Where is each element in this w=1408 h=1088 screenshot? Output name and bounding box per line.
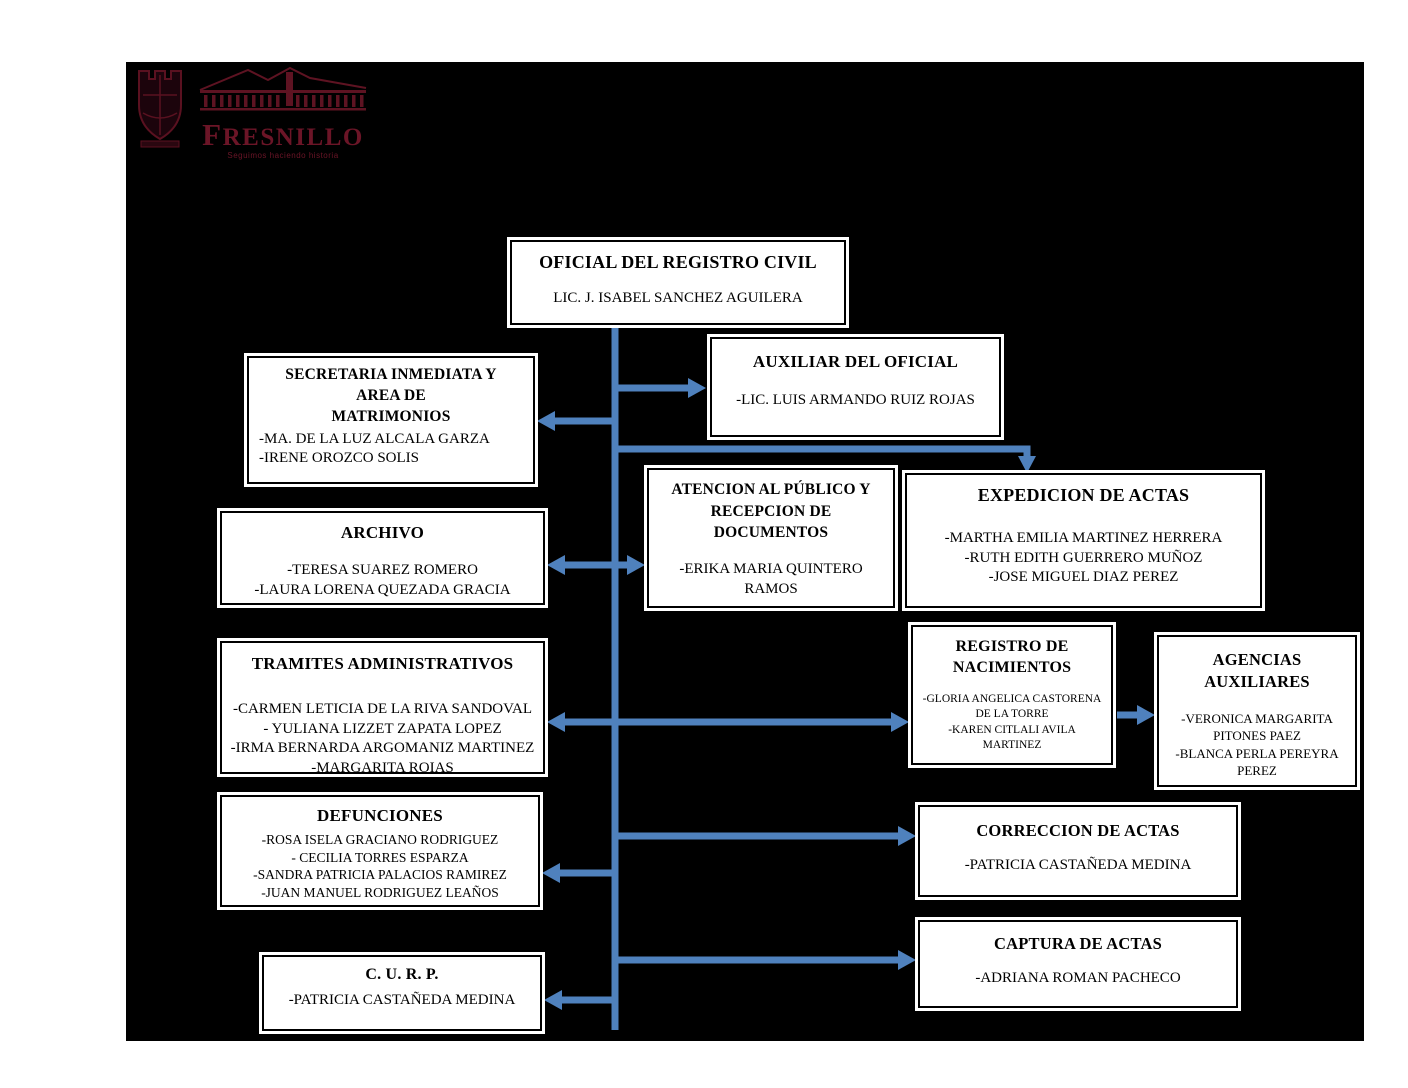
org-box-registro-de-nacimientos xyxy=(911,625,1113,765)
box-title: C. U. R. P. xyxy=(365,966,439,983)
org-box-agencias-auxiliares xyxy=(1157,635,1357,787)
box-title: CAPTURA DE ACTAS xyxy=(994,934,1162,953)
fresnillo-tagline: Seguimos haciendo historia xyxy=(227,151,339,160)
box-title: DEFUNCIONES xyxy=(317,806,443,825)
connector-to-expedicion xyxy=(612,449,1027,457)
box-title: EXPEDICION DE ACTAS xyxy=(977,485,1190,505)
box-title: ATENCION AL PÚBLICO Y xyxy=(671,481,871,498)
box-title: AGENCIAS xyxy=(1212,650,1302,669)
box-member: -PATRICIA CASTAÑEDA MEDINA xyxy=(288,991,516,1008)
box-title: REGISTRO DE xyxy=(955,638,1069,655)
box-title: ARCHIVO xyxy=(340,523,425,542)
box-member: - CECILIA TORRES ESPARZA xyxy=(291,849,469,865)
fresnillo-shield-icon xyxy=(129,65,191,151)
org-box-defunciones xyxy=(220,795,540,907)
box-member: -RUTH EDITH GUERRERO MUÑOZ xyxy=(964,549,1203,566)
box-member: -IRMA BERNARDA ARGOMANIZ MARTINEZ xyxy=(230,740,535,757)
box-member: -LAURA LORENA QUEZADA GRACIA xyxy=(254,581,511,598)
box-title: DOCUMENTOS xyxy=(713,524,829,542)
slide-canvas xyxy=(126,62,1364,1041)
box-member: -ROSA ISELA GRACIANO RODRIGUEZ xyxy=(261,832,499,848)
box-member: RAMOS xyxy=(744,580,798,597)
box-member: -SANDRA PATRICIA PALACIOS RAMIREZ xyxy=(253,867,507,883)
box-title: OFICIAL DEL REGISTRO CIVIL xyxy=(539,252,817,272)
box-title: CORRECCION DE ACTAS xyxy=(976,821,1180,840)
box-member: -GLORIA ANGELICA CASTORENA xyxy=(922,692,1102,705)
box-member: -VERONICA MARGARITA xyxy=(1181,710,1333,726)
org-box-curp xyxy=(262,955,542,1031)
org-box-correccion-de-actas xyxy=(918,805,1238,897)
box-member: -KAREN CITLALI AVILA xyxy=(948,723,1076,736)
box-title: TRAMITES ADMINISTRATIVOS xyxy=(251,654,514,673)
org-box-expedicion-de-actas xyxy=(905,473,1262,608)
box-title: AREA DE xyxy=(356,386,426,404)
box-member: -ADRIANA ROMAN PACHECO xyxy=(975,970,1181,987)
box-member: -ERIKA MARIA QUINTERO xyxy=(679,561,863,578)
org-box-secretaria-inmediata xyxy=(247,356,535,484)
org-box-tramites-administrativos xyxy=(220,641,545,774)
box-title: MATRIMONIOS xyxy=(331,407,451,425)
box-member: -CARMEN LETICIA DE LA RIVA SANDOVAL xyxy=(232,701,533,718)
org-box-oficial-del-registro-civil xyxy=(510,240,846,325)
box-member: - YULIANA LIZZET ZAPATA LOPEZ xyxy=(263,720,502,737)
box-member: -BLANCA PERLA PEREYRA xyxy=(1175,745,1339,761)
org-box-archivo xyxy=(220,511,545,605)
org-box-auxiliar-del-oficial xyxy=(710,337,1001,437)
box-member: -IRENE OROZCO SOLIS xyxy=(259,450,419,467)
box-member: LIC. J. ISABEL SANCHEZ AGUILERA xyxy=(553,290,803,307)
box-title: NACIMIENTOS xyxy=(952,658,1072,676)
fresnillo-wordmark: FRESNILLO xyxy=(202,117,364,152)
box-title: AUXILIAR DEL OFICIAL xyxy=(752,352,959,371)
fresnillo-logo xyxy=(198,66,368,160)
box-title: AUXILIARES xyxy=(1204,672,1310,692)
box-member: -PATRICIA CASTAÑEDA MEDINA xyxy=(964,857,1192,874)
org-box-captura-de-actas xyxy=(918,920,1238,1008)
box-member: -JOSE MIGUEL DIAZ PEREZ xyxy=(988,569,1179,586)
box-member: PEREZ xyxy=(1237,763,1277,779)
org-box-atencion-al-publico xyxy=(647,468,895,608)
box-member: PITONES PAEZ xyxy=(1213,728,1301,744)
box-member: -JUAN MANUEL RODRIGUEZ LEAÑOS xyxy=(261,884,499,900)
box-member: -MARTHA EMILIA MARTINEZ HERRERA xyxy=(944,530,1223,547)
box-title: RECEPCION DE xyxy=(710,502,832,520)
fresnillo-monument-icon xyxy=(198,66,368,112)
box-member: -LIC. LUIS ARMANDO RUIZ ROJAS xyxy=(736,392,975,409)
box-member: DE LA TORRE xyxy=(975,708,1049,721)
box-member: -MARGARITA ROIAS xyxy=(311,759,454,776)
box-member: -TERESA SUAREZ ROMERO xyxy=(287,562,478,579)
box-title: SECRETARIA INMEDIATA Y xyxy=(285,366,497,383)
box-member: MARTINEZ xyxy=(982,739,1042,752)
box-member: -MA. DE LA LUZ ALCALA GARZA xyxy=(259,430,490,447)
